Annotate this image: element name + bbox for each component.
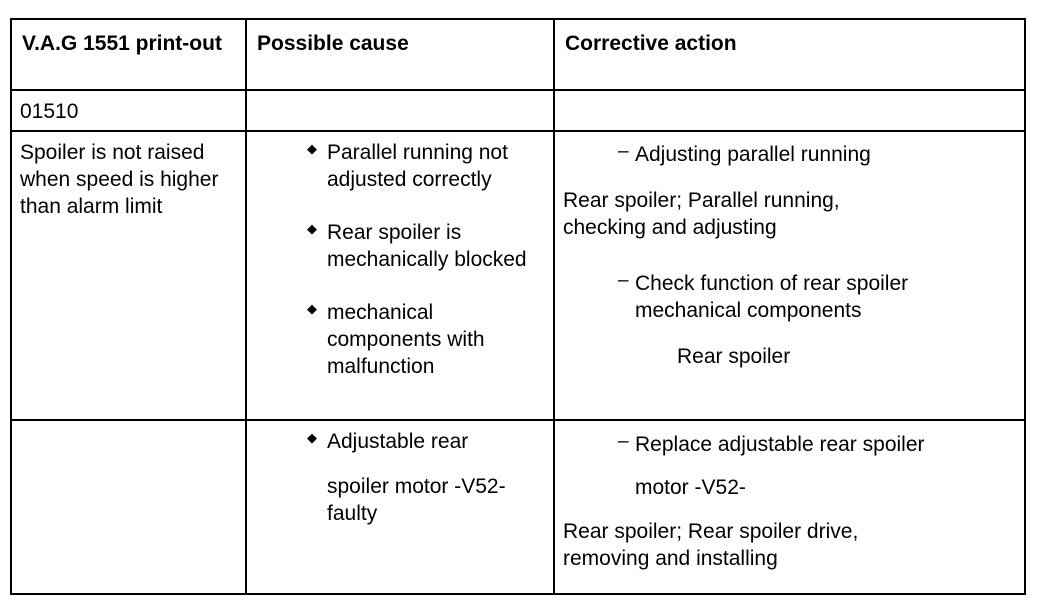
header-cell-action: [554, 19, 1025, 90]
dash-bullet-icon: –: [618, 141, 629, 162]
code-empty-cell: [554, 90, 1025, 131]
code-row: [11, 90, 1025, 131]
header-possible-cause: Possible cause: [257, 32, 409, 55]
cause-cell: [246, 131, 554, 420]
action-step: [563, 141, 1016, 168]
header-cell-printout: [11, 19, 246, 90]
diamond-bullet-icon: ◆: [307, 430, 317, 445]
table-row: [11, 131, 1025, 420]
symptom-cell-empty: [11, 420, 246, 594]
symptom-cell: [11, 131, 246, 420]
header-row: [11, 19, 1025, 90]
cause-item: [307, 428, 543, 455]
action-reference: Rear spoiler; Rear spoiler drive, removing and installing: [563, 520, 859, 570]
dash-bullet-icon: –: [618, 270, 629, 291]
cause-item: [307, 139, 543, 193]
diagnosis-table: [10, 18, 1026, 595]
fault-code: 01510: [20, 100, 79, 123]
cause-item: [307, 299, 543, 380]
code-cell: [11, 90, 246, 131]
header-printout: V.A.G 1551 print-out: [22, 32, 222, 55]
symptom-text: Spoiler is not raised when speed is higher than alarm limit: [20, 141, 219, 218]
action-reference: Rear spoiler: [677, 345, 791, 368]
table-row: [11, 420, 1025, 594]
cause-text: mechanical components with malfunction: [327, 301, 485, 378]
cause-text: Adjustable rear: [327, 430, 469, 453]
dash-bullet-icon: –: [618, 431, 629, 452]
diamond-bullet-icon: ◆: [307, 221, 317, 236]
cause-cell: [246, 420, 554, 594]
header-corrective-action: Corrective action: [565, 32, 737, 55]
action-step-text: Check function of rear spoiler mechanical components: [635, 272, 909, 322]
diamond-bullet-icon: ◆: [307, 301, 317, 316]
action-cell: [554, 131, 1025, 420]
header-cell-cause: [246, 19, 554, 90]
action-step: [563, 270, 965, 324]
action-step: [563, 431, 1016, 458]
diamond-bullet-icon: ◆: [307, 141, 317, 156]
action-step-continued: motor -V52-: [635, 476, 746, 499]
action-reference: Rear spoiler; Parallel running, checking and adjusting: [563, 189, 840, 239]
action-step-text: Replace adjustable rear spoiler: [635, 433, 925, 456]
cause-text-continued: spoiler motor -V52- faulty: [327, 475, 506, 525]
cause-text: Parallel running not adjusted correctly: [327, 141, 508, 191]
action-cell: [554, 420, 1025, 594]
cause-text: Rear spoiler is mechanically blocked: [327, 221, 527, 271]
cause-item: [307, 219, 543, 273]
action-step-text: Adjusting parallel running: [635, 143, 871, 166]
code-empty-cell: [246, 90, 554, 131]
